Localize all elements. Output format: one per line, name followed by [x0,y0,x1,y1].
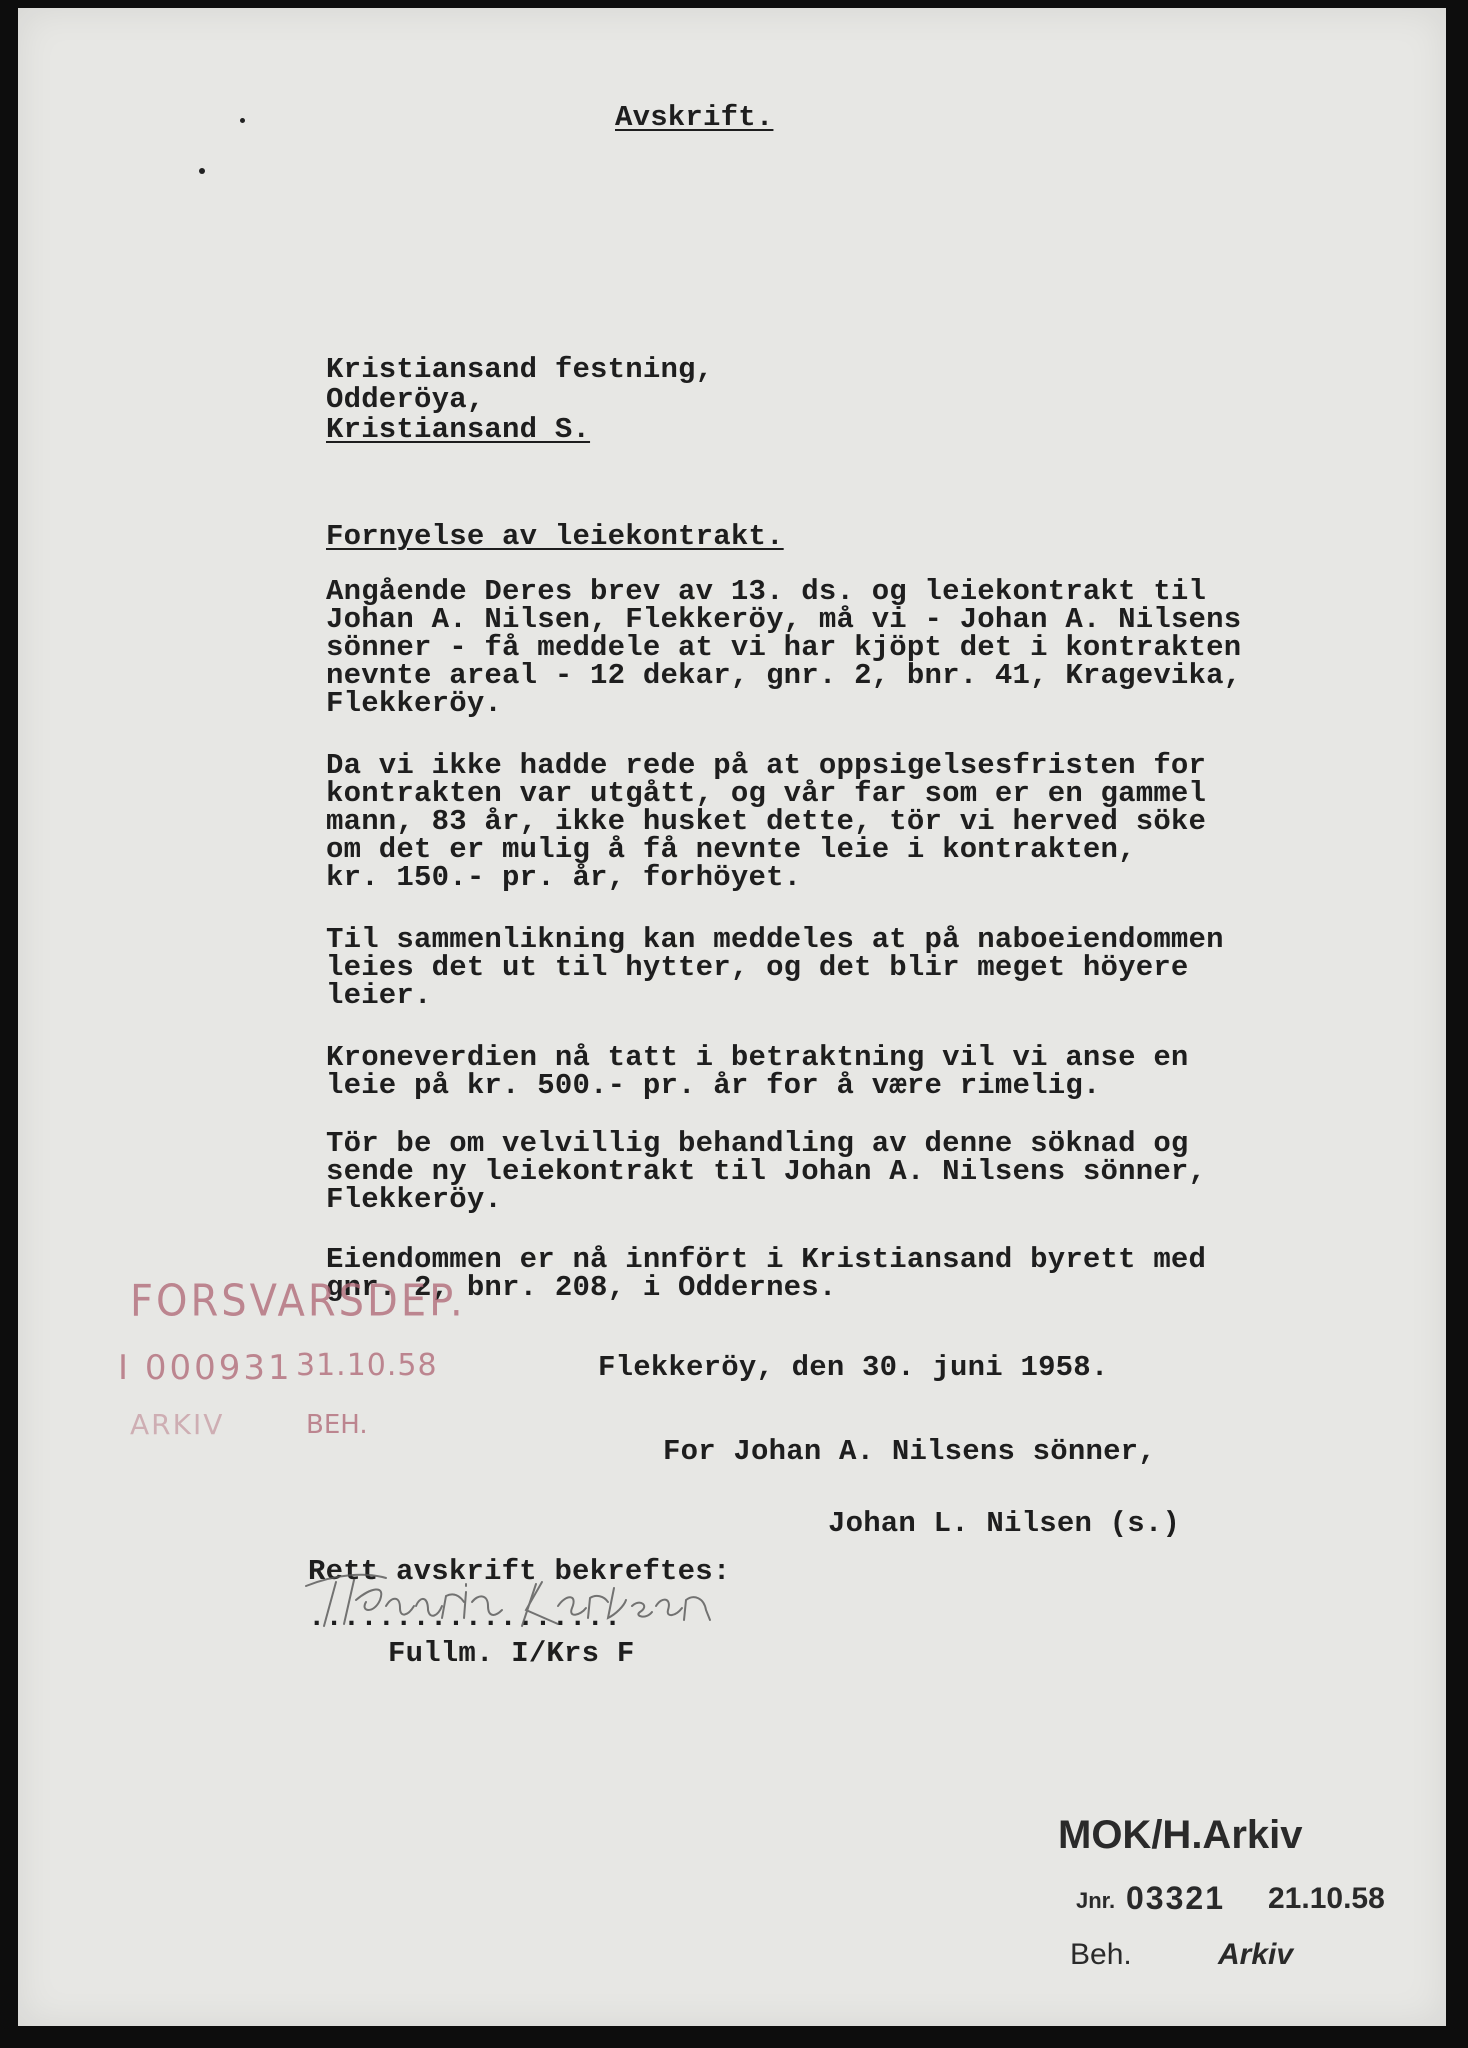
recipient-line-3: Kristiansand S. [326,413,591,446]
stamp-black-beh-label: Beh. [1070,1938,1132,1971]
stamp-black-beh-value: Arkiv [1218,1938,1294,1971]
body-line: kontrakten var utgått, og vår far som er en gammel [326,777,1207,810]
body-line: kr. 150.- pr. år, forhöyet. [326,861,802,894]
body-line: Da vi ikke hadde rede på at oppsigelsesfristen for [326,749,1207,782]
body-line: mann, 83 år, ikke husket dette, tör vi herved söke [326,805,1207,838]
body-line: Eiendommen er nå innfört i Kristiansand byrett med [326,1243,1207,1276]
certification-label: Rett avskrift bekreftes: [308,1555,731,1588]
stamp-black-jnr-prefix: Jnr. [1076,1888,1116,1913]
document-title: Avskrift. [615,101,774,134]
recipient-line-2: Odderöya, [326,383,485,416]
on-behalf-line: For Johan A. Nilsens sönner, [663,1435,1156,1468]
stamp-red-number: I 000931 [118,1348,293,1388]
stamp-red-beh: BEH. [306,1410,368,1440]
recipient-line-1: Kristiansand festning, [326,353,714,386]
body-line: leies det ut til hytter, og det blir meget höyere [326,951,1189,984]
body-line: gnr. 2, bnr. 208, i Oddernes. [326,1271,837,1304]
body-line: Kroneverdien nå tatt i betraktning vil vi anse en [326,1041,1189,1074]
body-line: sende ny leiekontrakt til Johan A. Nilsens sönner, [326,1155,1207,1188]
handwritten-signature [296,1566,736,1636]
body-line: Tör be om velvillig behandling av denne söknad og [326,1127,1189,1160]
body-line: Flekkeröy. [326,687,503,720]
body-line: om det er mulig å få nevnte leie i kontrakten, [326,833,1136,866]
stamp-black-jnr-number: 03321 [1126,1880,1225,1916]
body-line: sönner - få meddele at vi har kjöpt det i kontrakten [326,631,1242,664]
subject-line: Fornyelse av leiekontrakt. [326,520,784,553]
body-line: Angående Deres brev av 13. ds. og leiekontrakt til [326,575,1207,608]
body-line: Til sammenlikning kan meddeles at på naboeiendommen [326,923,1224,956]
stamp-red-archive: ARKIV [130,1408,225,1441]
punch-mark-left [199,168,205,174]
body-line: leier. [326,979,432,1012]
stamp-black-date: 21.10.58 [1268,1882,1385,1915]
punch-mark-top [240,118,245,123]
document-page [18,8,1446,2026]
stamp-red-date: 31.10.58 [296,1348,438,1383]
body-line: leie på kr. 500.- pr. år for å være rimelig. [326,1069,1101,1102]
body-line: Flekkeröy. [326,1183,503,1216]
signed-name: Johan L. Nilsen (s.) [828,1507,1181,1540]
stamp-black-title: MOK/H.Arkiv [1058,1813,1303,1857]
body-line: Johan A. Nilsen, Flekkeröy, må vi - Johan A. Nilsens [326,603,1242,636]
stamp-red-dept: FORSVARSDEP. [130,1275,466,1327]
body-line: nevnte areal - 12 dekar, gnr. 2, bnr. 41, Kragevika, [326,659,1242,692]
certification-title: Fullm. I/Krs F [388,1637,635,1670]
certification-dots: .................. [308,1601,622,1634]
place-date: Flekkeröy, den 30. juni 1958. [598,1351,1109,1384]
